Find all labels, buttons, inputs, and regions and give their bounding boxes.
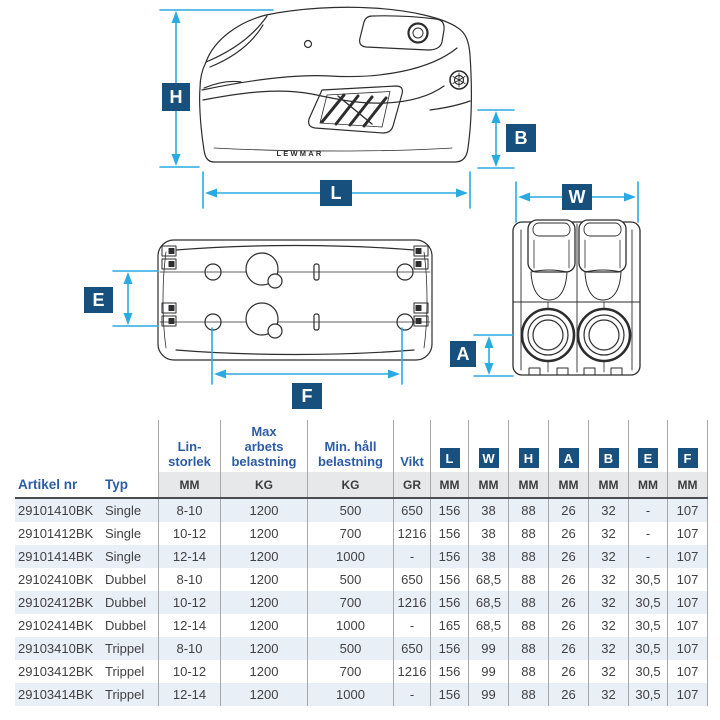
cell-w: 68,5 xyxy=(468,591,508,614)
chip-e: E xyxy=(638,448,658,468)
cell-f: 107 xyxy=(667,568,708,591)
chip-w: W xyxy=(479,448,499,468)
cell-typ: Dubbel xyxy=(105,618,147,633)
cell-typ: Dubbel xyxy=(105,595,147,610)
unit-vikt: GR xyxy=(393,472,430,497)
cell-vikt: 650 xyxy=(393,637,430,660)
cell-max-belastning: 1200 xyxy=(220,522,307,545)
cell-w: 99 xyxy=(468,637,508,660)
cell-h: 88 xyxy=(508,591,548,614)
cell-vikt: 1216 xyxy=(393,591,430,614)
header-dim-e xyxy=(628,420,667,472)
cell-h: 88 xyxy=(508,637,548,660)
table-row xyxy=(15,660,708,683)
cell-a: 26 xyxy=(548,591,588,614)
cell-vikt: 1216 xyxy=(393,522,430,545)
dim-label-e: E xyxy=(84,287,113,313)
unit-min: KG xyxy=(307,472,393,497)
cell-max-belastning: 1200 xyxy=(220,499,307,522)
chip-h: H xyxy=(519,448,539,468)
cell-lin-storlek: 12-14 xyxy=(158,614,220,637)
cell-min-belastning: 700 xyxy=(307,591,393,614)
cell-lin-storlek: 8-10 xyxy=(158,499,220,522)
cell-w: 68,5 xyxy=(468,568,508,591)
unit-b: MM xyxy=(588,472,628,497)
header-min-belastning: Min. håll belastning xyxy=(307,420,393,472)
header-lin-storlek: Lin- storlek xyxy=(158,420,220,472)
cell-typ: Single xyxy=(105,503,142,518)
cell-artikel-nr: 29102412BK xyxy=(18,595,94,610)
cell-l: 156 xyxy=(430,545,468,568)
unit-a: MM xyxy=(548,472,588,497)
cell-max-belastning: 1200 xyxy=(220,591,307,614)
dim-label-f: F xyxy=(292,383,322,409)
cell-l: 156 xyxy=(430,637,468,660)
cell-a: 26 xyxy=(548,614,588,637)
cell-e: 30,5 xyxy=(628,683,667,706)
cell-e: 30,5 xyxy=(628,660,667,683)
table-header-row xyxy=(15,420,708,472)
spec-table xyxy=(15,420,708,706)
table-row xyxy=(15,545,708,568)
bottom-view-drawing xyxy=(158,240,432,360)
unit-lin: MM xyxy=(158,472,220,497)
dim-label-a: A xyxy=(450,341,476,367)
cell-lin-storlek: 8-10 xyxy=(158,568,220,591)
cell-vikt: 1216 xyxy=(393,660,430,683)
cell-min-belastning: 1000 xyxy=(307,545,393,568)
header-dim-f xyxy=(667,420,708,472)
header-dim-w xyxy=(468,420,508,472)
cell-e: - xyxy=(628,545,667,568)
brand-text: LEWMAR xyxy=(276,149,324,158)
cell-h: 88 xyxy=(508,614,548,637)
cell-artikel-nr: 29101414BK xyxy=(18,549,94,564)
cell-lin-storlek: 10-12 xyxy=(158,660,220,683)
cell-b: 32 xyxy=(588,568,628,591)
cell-vikt: 650 xyxy=(393,568,430,591)
cell-h: 88 xyxy=(508,499,548,522)
cell-f: 107 xyxy=(667,545,708,568)
dim-e-arrow xyxy=(113,271,158,326)
cell-a: 26 xyxy=(548,499,588,522)
header-dim-l xyxy=(430,420,468,472)
cell-max-belastning: 1200 xyxy=(220,660,307,683)
cell-typ: Single xyxy=(105,526,142,541)
cell-h: 88 xyxy=(508,522,548,545)
cell-b: 32 xyxy=(588,660,628,683)
cell-f: 107 xyxy=(667,660,708,683)
cell-artikel-nr: 29102410BK xyxy=(18,572,94,587)
table-row xyxy=(15,499,708,522)
unit-e: MM xyxy=(628,472,667,497)
cell-typ: Trippel xyxy=(105,641,145,656)
cell-lin-storlek: 8-10 xyxy=(158,637,220,660)
cell-h: 88 xyxy=(508,545,548,568)
cell-a: 26 xyxy=(548,522,588,545)
cell-a: 26 xyxy=(548,660,588,683)
cell-vikt: - xyxy=(393,545,430,568)
cell-l: 156 xyxy=(430,522,468,545)
cell-e: 30,5 xyxy=(628,591,667,614)
cell-max-belastning: 1200 xyxy=(220,683,307,706)
dim-label-l: L xyxy=(320,180,352,206)
cell-b: 32 xyxy=(588,522,628,545)
unit-max: KG xyxy=(220,472,307,497)
cell-w: 38 xyxy=(468,522,508,545)
dim-a-arrow xyxy=(474,335,513,376)
cell-typ: Trippel xyxy=(105,664,145,679)
cell-f: 107 xyxy=(667,499,708,522)
cell-min-belastning: 1000 xyxy=(307,683,393,706)
chip-f: F xyxy=(678,448,698,468)
chip-a: A xyxy=(559,448,579,468)
cell-f: 107 xyxy=(667,637,708,660)
cell-max-belastning: 1200 xyxy=(220,637,307,660)
cell-min-belastning: 500 xyxy=(307,499,393,522)
chip-b: B xyxy=(599,448,619,468)
cell-b: 32 xyxy=(588,637,628,660)
cell-lin-storlek: 12-14 xyxy=(158,545,220,568)
unit-l: MM xyxy=(430,472,468,497)
header-typ: Typ xyxy=(105,477,128,492)
cell-lin-storlek: 12-14 xyxy=(158,683,220,706)
cell-lin-storlek: 10-12 xyxy=(158,522,220,545)
table-body xyxy=(15,499,708,706)
cell-h: 88 xyxy=(508,683,548,706)
dim-label-h: H xyxy=(162,83,190,111)
cell-w: 38 xyxy=(468,545,508,568)
cell-b: 32 xyxy=(588,614,628,637)
cell-l: 156 xyxy=(430,568,468,591)
cell-typ: Single xyxy=(105,549,142,564)
cell-l: 156 xyxy=(430,591,468,614)
cell-f: 107 xyxy=(667,683,708,706)
cell-h: 88 xyxy=(508,568,548,591)
table-row xyxy=(15,522,708,545)
cell-lin-storlek: 10-12 xyxy=(158,591,220,614)
unit-h: MM xyxy=(508,472,548,497)
chip-l: L xyxy=(440,448,460,468)
unit-f: MM xyxy=(667,472,708,497)
cell-artikel-nr: 29101410BK xyxy=(18,503,94,518)
cell-e: - xyxy=(628,499,667,522)
cell-h: 88 xyxy=(508,660,548,683)
cell-vikt: 650 xyxy=(393,499,430,522)
cell-f: 107 xyxy=(667,522,708,545)
header-dim-b xyxy=(588,420,628,472)
table-units-row xyxy=(15,472,708,499)
cell-a: 26 xyxy=(548,683,588,706)
cell-l: 165 xyxy=(430,614,468,637)
cell-artikel-nr: 29103412BK xyxy=(18,664,94,679)
cell-artikel-nr: 29102414BK xyxy=(18,618,94,633)
end-view-drawing xyxy=(513,220,640,375)
cell-e: 30,5 xyxy=(628,614,667,637)
header-dim-a xyxy=(548,420,588,472)
cell-f: 107 xyxy=(667,614,708,637)
unit-w: MM xyxy=(468,472,508,497)
cell-artikel-nr: 29101412BK xyxy=(18,526,94,541)
cell-e: 30,5 xyxy=(628,637,667,660)
cell-max-belastning: 1200 xyxy=(220,545,307,568)
cell-typ: Trippel xyxy=(105,687,145,702)
cell-artikel-nr: 29103410BK xyxy=(18,641,94,656)
cell-l: 156 xyxy=(430,499,468,522)
cell-min-belastning: 700 xyxy=(307,660,393,683)
cell-l: 156 xyxy=(430,683,468,706)
cell-vikt: - xyxy=(393,683,430,706)
dim-label-b: B xyxy=(506,124,536,152)
header-artikel-nr: Artikel nr xyxy=(18,477,78,492)
side-view-drawing xyxy=(200,7,472,162)
table-row xyxy=(15,591,708,614)
header-dim-h xyxy=(508,420,548,472)
dim-label-w: W xyxy=(562,184,592,210)
table-row xyxy=(15,683,708,706)
header-max-belastning: Max arbets belastning xyxy=(220,420,307,472)
cell-e: 30,5 xyxy=(628,568,667,591)
cell-e: - xyxy=(628,522,667,545)
cell-w: 99 xyxy=(468,660,508,683)
cell-w: 38 xyxy=(468,499,508,522)
cell-b: 32 xyxy=(588,499,628,522)
cell-a: 26 xyxy=(548,545,588,568)
cell-b: 32 xyxy=(588,545,628,568)
cell-w: 68,5 xyxy=(468,614,508,637)
cell-b: 32 xyxy=(588,591,628,614)
cell-min-belastning: 500 xyxy=(307,637,393,660)
cell-a: 26 xyxy=(548,637,588,660)
cell-min-belastning: 500 xyxy=(307,568,393,591)
cell-l: 156 xyxy=(430,660,468,683)
cell-typ: Dubbel xyxy=(105,572,147,587)
table-row xyxy=(15,568,708,591)
cell-a: 26 xyxy=(548,568,588,591)
cell-b: 32 xyxy=(588,683,628,706)
cell-max-belastning: 1200 xyxy=(220,568,307,591)
table-row xyxy=(15,614,708,637)
cell-vikt: - xyxy=(393,614,430,637)
cell-min-belastning: 700 xyxy=(307,522,393,545)
cell-min-belastning: 1000 xyxy=(307,614,393,637)
cell-f: 107 xyxy=(667,591,708,614)
cell-artikel-nr: 29103414BK xyxy=(18,687,94,702)
cell-w: 99 xyxy=(468,683,508,706)
table-row xyxy=(15,637,708,660)
cell-max-belastning: 1200 xyxy=(220,614,307,637)
dim-f-arrow xyxy=(212,328,402,384)
header-vikt: Vikt xyxy=(393,420,430,472)
